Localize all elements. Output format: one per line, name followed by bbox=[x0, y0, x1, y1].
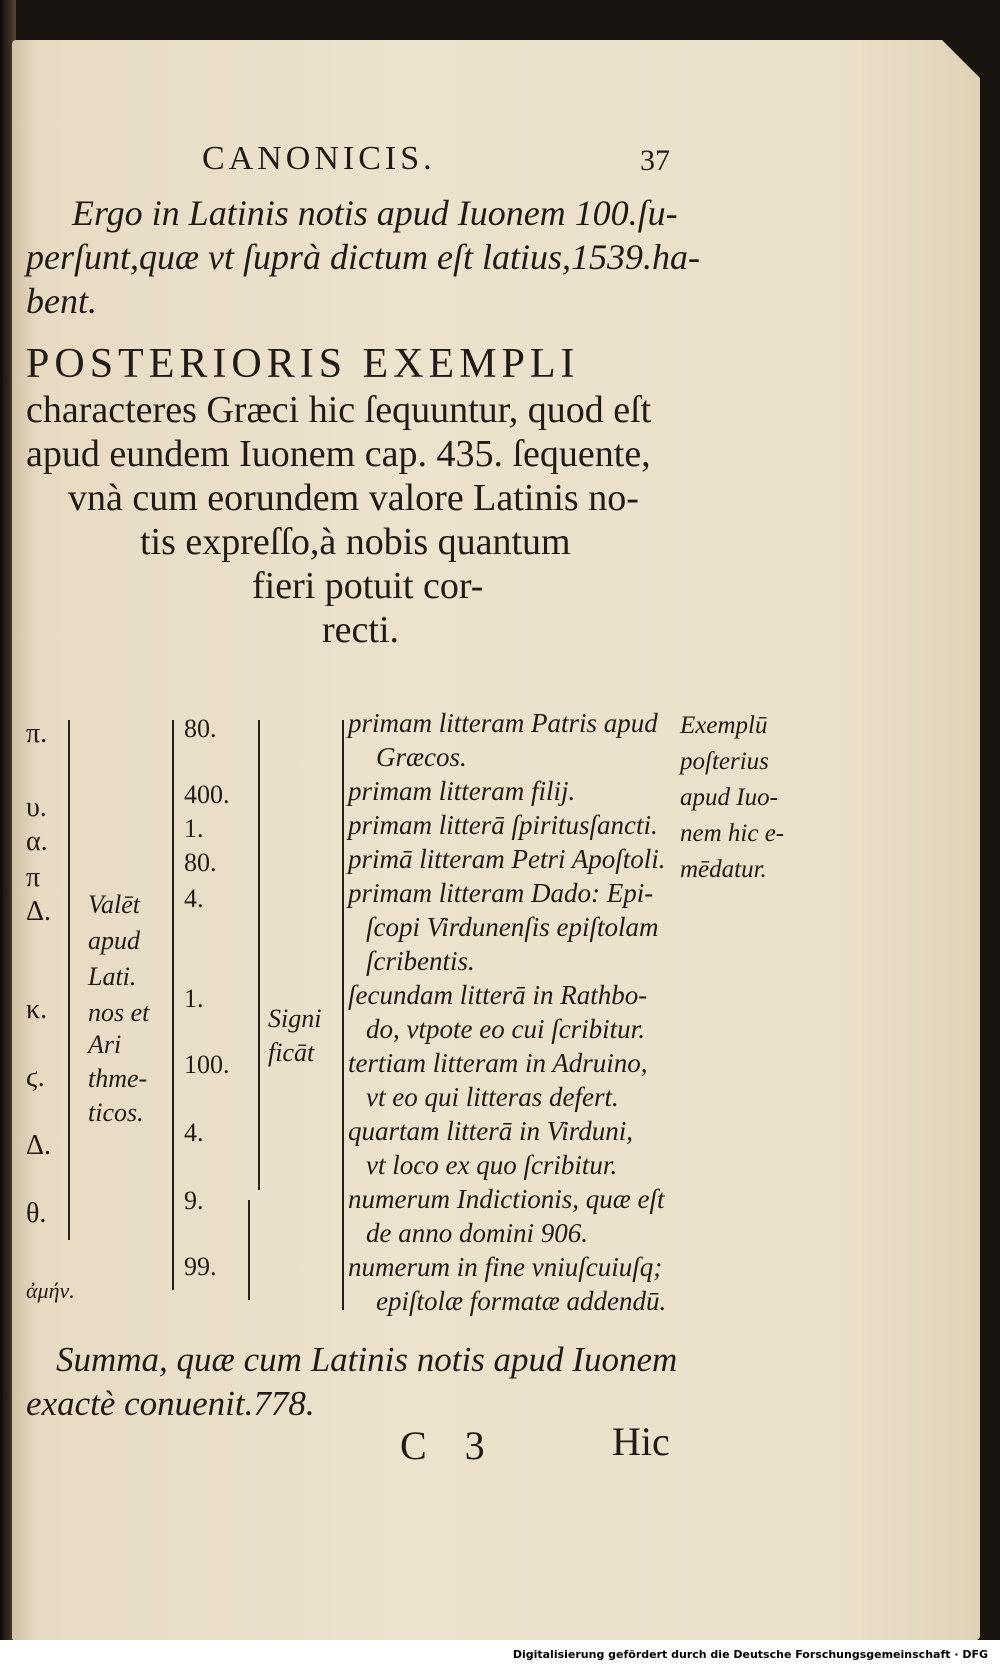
meaning-line: ſcribentis. bbox=[366, 946, 475, 976]
valet-line: apud bbox=[88, 926, 140, 955]
brace-rule bbox=[172, 720, 174, 1290]
para1-line-3: bent. bbox=[26, 281, 97, 321]
meaning-line: tertiam litteram in Adruino, bbox=[348, 1048, 648, 1078]
summa-line-1: Summa, quæ cum Latinis notis apud Iuonem bbox=[56, 1340, 678, 1379]
valet-line: thme- bbox=[88, 1064, 148, 1093]
greek-letter: Δ. bbox=[26, 896, 52, 927]
valet-line: Ari bbox=[88, 1030, 122, 1059]
meaning-line: Græcos. bbox=[376, 742, 467, 772]
greek-letter: ἀμήν. bbox=[26, 1278, 75, 1303]
greek-letter: α. bbox=[26, 826, 48, 857]
meaning-line: epiſtolæ formatæ addendū. bbox=[376, 1286, 667, 1316]
number-value: 400. bbox=[184, 780, 230, 809]
meaning-line: primam litterā ſpiritusſancti. bbox=[348, 810, 658, 840]
meaning-line: quartam litterā in Virduni, bbox=[348, 1116, 634, 1146]
significat-line: ficāt bbox=[268, 1038, 315, 1067]
book-page bbox=[12, 40, 980, 1640]
greek-letter: θ. bbox=[26, 1198, 47, 1229]
summa-line-2: exactè conuenit.778. bbox=[26, 1384, 315, 1423]
greek-letter: π. bbox=[26, 718, 48, 749]
greek-letter: υ. bbox=[26, 792, 47, 823]
meaning-line: numerum Indictionis, quæ eſt bbox=[348, 1184, 665, 1214]
number-value: 4. bbox=[184, 1118, 204, 1147]
brace-rule bbox=[68, 720, 70, 1240]
greek-letter: Δ. bbox=[26, 1130, 52, 1161]
significat-line: Signi bbox=[268, 1004, 322, 1033]
heading-line-5: tis expreſſo,à nobis quantum bbox=[140, 521, 571, 563]
para1-line-1: Ergo in Latinis notis apud Iuonem 100.ſu- bbox=[72, 193, 678, 233]
meaning-line: primam litteram Dado: Epi- bbox=[348, 878, 654, 908]
brace-rule bbox=[248, 1200, 250, 1300]
footer-credit: Digitalisierung gefördert durch die Deutsche Forschungsgemeinschaft · DFG bbox=[512, 1648, 988, 1661]
greek-letter: π bbox=[26, 862, 41, 893]
margin-note-line: poſterius bbox=[680, 748, 769, 775]
number-value: 4. bbox=[184, 884, 204, 913]
heading-line-3: apud eundem Iuonem cap. 435. ſequente, bbox=[26, 433, 651, 475]
section-heading: POSTERIORIS EXEMPLI bbox=[26, 341, 580, 387]
valet-line: Valēt bbox=[88, 890, 140, 919]
margin-note-line: mēdatur. bbox=[680, 856, 767, 883]
meaning-line: primam litteram filij. bbox=[348, 776, 576, 806]
heading-line-7: recti. bbox=[322, 609, 400, 651]
meaning-line: vt loco ex quo ſcribitur. bbox=[366, 1150, 618, 1180]
margin-note-line: apud Iuo- bbox=[680, 784, 778, 811]
valet-line: ticos. bbox=[88, 1098, 144, 1127]
meaning-line: primā litteram Petri Apoſtoli. bbox=[348, 844, 666, 874]
heading-line-2: characteres Græci hic ſequuntur, quod eſt bbox=[26, 389, 652, 431]
signature-mark: C 3 bbox=[400, 1423, 499, 1468]
digitization-footer bbox=[0, 1640, 1000, 1674]
meaning-line: primam litteram Patris apud bbox=[348, 708, 658, 738]
brace-rule bbox=[342, 720, 344, 1310]
valet-line: Lati. bbox=[88, 962, 137, 991]
brace-rule bbox=[258, 720, 260, 1190]
running-head: CANONICIS. bbox=[202, 140, 436, 177]
catchword: Hic bbox=[612, 1419, 670, 1464]
margin-note-line: nem hic e- bbox=[680, 820, 785, 847]
para1-line-2: perſunt,quæ vt ſuprà dictum eſt latius,1539.ha- bbox=[26, 237, 700, 277]
margin-note-line: Exemplū bbox=[680, 712, 768, 739]
greek-letter: ϛ. bbox=[26, 1062, 45, 1093]
number-value: 80. bbox=[184, 848, 217, 877]
number-value: 9. bbox=[184, 1186, 204, 1215]
number-value: 1. bbox=[184, 814, 204, 843]
valet-line: nos et bbox=[88, 998, 150, 1027]
heading-line-6: fieri potuit cor- bbox=[252, 565, 484, 607]
meaning-line: do, vtpote eo cui ſcribitur. bbox=[366, 1014, 645, 1044]
greek-letter: κ. bbox=[26, 994, 48, 1025]
number-value: 99. bbox=[184, 1252, 217, 1281]
meaning-line: ſcopi Virdunenſis epiſtolam bbox=[366, 912, 659, 942]
heading-line-4: vnà cum eorundem valore Latinis no- bbox=[68, 477, 639, 519]
meaning-line: ſecundam litterā in Rathbo- bbox=[348, 980, 648, 1010]
folded-corner bbox=[942, 40, 980, 78]
number-value: 100. bbox=[184, 1050, 230, 1079]
meaning-line: vt eo qui litteras defert. bbox=[366, 1082, 619, 1112]
page-number: 37 bbox=[640, 144, 670, 177]
meaning-line: numerum in fine vniuſcuiuſq; bbox=[348, 1252, 663, 1282]
number-value: 1. bbox=[184, 984, 204, 1013]
meaning-line: de anno domini 906. bbox=[366, 1218, 588, 1248]
number-value: 80. bbox=[184, 714, 217, 743]
